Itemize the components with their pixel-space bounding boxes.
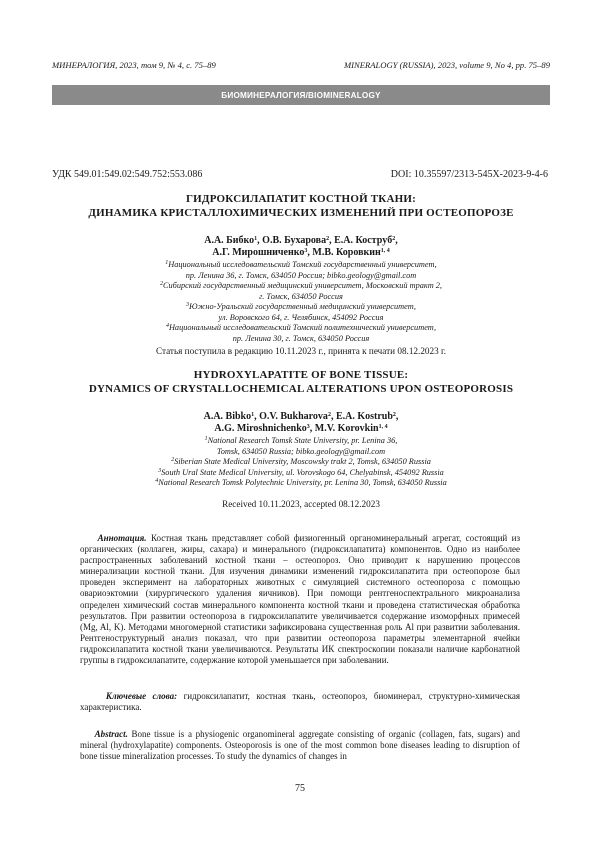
author-sup: 1 (254, 236, 257, 242)
en-abstract-text: Bone tissue is a physiogenic organomineral aggregate consisting of organic (collagen, fats, sugars) and mineral (hydroxylapatite) components. Osteoporosis is one of the most common bone diseases leading to disruption of bone tissue mineralization processes. To study the dynamics of changes in (80, 729, 520, 761)
affiliation (52, 468, 550, 479)
ru-abstract-text: Костная ткань представляет собой физиогенный органоминеральный агрегат, состоящий из органических (коллаген, жиры, сахара) и минерального (гидроксилапатита) компонентов. Одно из наиболее распространенных заболеваний костной ткани – остеопороз. Оно приводит к нарушению процессов минерализации костной ткани. Для изучения динамики изменений гидроксилапатита при остеопорозе был проведен эксперимент на лабораторных животных с симуляцией системного остеопороза с помощью овариоэктомии (хирургического удаления яичников). При помощи рентгеноспектрального микроанализа определен химический состав минерального компонента костной ткани и проведена статистическая обработка результатов. При развитии остеопороза в гидроксилапатите увеличивается содержание изоморфных примесей (Mg, Al, K). Методами многомерной статистики зафиксирована существенная роль Al при развитии заболевания. Рентгеноструктурный анализ показал, что при развитии остеопороза параметры элементарной ячейки гидроксилапатита костной ткани увеличиваются. Результаты ИК спектроскопии показали наличие карбонатной группы в гидроксилапатите, содержание которой уменьшается при заболевании. (80, 533, 520, 665)
affiliation-line: Tomsk, 634050 Russia; bibko.geology@gmail.com (52, 447, 550, 458)
author-sup: 2 (326, 236, 329, 242)
affiliation-line: г. Томск, 634050 Россия (52, 292, 550, 303)
affiliation-sup: 4 (155, 478, 158, 484)
author-name: О.В. Бухарова (262, 235, 326, 246)
section-band-label: БИОМИНЕРАЛОГИЯ/BIOMINERALOGY (221, 91, 380, 100)
affiliation-sup: 3 (186, 302, 189, 308)
en-abstract (80, 729, 520, 762)
running-header-right: MINERALOGY (RUSSIA), 2023, volume 9, No 4, pp. 75–89 (344, 60, 550, 70)
en-abstract-label: Abstract. (95, 729, 128, 739)
affiliation-line: пр. Ленина 30, г. Томск, 634050 Россия (52, 334, 550, 345)
author-name: А.Г. Мирошниченко (212, 247, 304, 258)
affiliation (52, 457, 550, 468)
ru-authors: А.А. Бибко1, О.В. Бухарова2, Е.А. Кострyб2, А.Г. Мирошниченко3, М.В. Коровкин1, 4 (52, 235, 550, 259)
ru-title-line: ДИНАМИКА КРИСТАЛЛОХИМИЧЕСКИХ ИЗМЕНЕНИЙ ПРИ ОСТЕОПОРОЗЕ (52, 207, 550, 221)
author-name: E.A. Kostrub (336, 411, 393, 422)
ru-keywords-text: гидроксилапатит, костная ткань, остеопороз, биоминерал, структурно-химическая характеристика. (80, 691, 520, 712)
author-name: O.V. Bukharova (259, 411, 328, 422)
en-title-line: HYDROXYLAPATITE OF BONE TISSUE: (52, 369, 550, 383)
ru-affiliations (52, 260, 550, 344)
affiliation-sup: 2 (160, 281, 163, 287)
affiliation-sup: 2 (171, 457, 174, 463)
author-sup: 1, 4 (381, 248, 390, 254)
affiliation-sup: 4 (166, 323, 169, 329)
affiliation-line: Национальный исследовательский Томский политехнический университет, (169, 323, 436, 332)
page-number: 75 (0, 783, 600, 794)
affiliation-sup: 3 (158, 468, 161, 474)
ru-keywords-label: Ключевые слова: (106, 691, 177, 701)
affiliation (52, 478, 550, 489)
author-name: A.A. Bibko (204, 411, 252, 422)
author-name: Е.А. Кострyб (334, 235, 392, 246)
affiliation-line: Siberian State Medical University, Moscowsky trakt 2, Tomsk, 634050 Russia (174, 457, 431, 466)
author-name: M.V. Korovkin (315, 423, 379, 434)
affiliation (52, 281, 550, 292)
author-sup: 1, 4 (379, 424, 388, 430)
affiliation-line: South Ural State Medical University, ul. Vorovskogo 64, Chelyabinsk, 454092 Russia (161, 468, 444, 477)
ru-title (52, 193, 550, 220)
author-sup: 2 (392, 236, 395, 242)
en-received: Received 10.11.2023, accepted 08.12.2023 (52, 499, 550, 509)
author-sup: 3 (304, 248, 307, 254)
section-band (52, 85, 550, 105)
en-authors: A.A. Bibko1, O.V. Bukharova2, E.A. Kostrub2, A.G. Miroshnichenko3, M.V. Korovkin1, 4 (52, 411, 550, 435)
affiliation (52, 436, 550, 447)
doi: DOI: 10.35597/2313-545X-2023-9-4-6 (391, 169, 548, 180)
affiliation-line: Южно-Уральский государственный медицинский университет, (189, 302, 416, 311)
affiliation (52, 323, 550, 334)
affiliation (52, 260, 550, 271)
affiliation-sup: 1 (165, 260, 168, 266)
running-header-left: МИНЕРАЛОГИЯ, 2023, том 9, № 4, с. 75–89 (52, 60, 216, 70)
author-sup: 1 (251, 412, 254, 418)
author-sup: 2 (328, 412, 331, 418)
author-name: М.В. Коровкин (312, 247, 380, 258)
affiliation-line: Сибирский государственный медицинский университет, Московский тракт 2, (163, 281, 442, 290)
affiliation-line: National Research Tomsk State University, pr. Lenina 36, (208, 436, 398, 445)
ru-abstract (80, 533, 520, 666)
affiliation (52, 302, 550, 313)
author-name: A.G. Miroshnichenko (214, 423, 306, 434)
en-title (52, 369, 550, 396)
affiliation-line: ул. Воровского 64, г. Челябинск, 454092 Россия (52, 313, 550, 324)
ru-keywords (80, 691, 520, 713)
author-name: А.А. Бибко (204, 235, 254, 246)
author-sup: 2 (393, 412, 396, 418)
affiliation-line: Национальный исследовательский Томский государственный университет, (168, 260, 436, 269)
udk-code: УДК 549.01:549.02:549.752:553.086 (52, 169, 202, 180)
ru-title-line: ГИДРОКСИЛАПАТИТ КОСТНОЙ ТКАНИ: (52, 193, 550, 207)
ru-abstract-label: Аннотация. (98, 533, 147, 543)
affiliation-line: пр. Ленина 36, г. Томск, 634050 Россия; bibko.geology@gmail.com (52, 271, 550, 282)
affiliation-line: National Research Tomsk Polytechnic University, pr. Lenina 30, Tomsk, 634050 Russia (158, 478, 447, 487)
en-title-line: DYNAMICS OF CRYSTALLOCHEMICAL ALTERATIONS UPON OSTEOPOROSIS (52, 383, 550, 397)
author-sup: 3 (307, 424, 310, 430)
ru-received: Статья поступила в редакцию 10.11.2023 г., принята к печати 08.12.2023 г. (52, 346, 550, 356)
affiliation-sup: 1 (205, 436, 208, 442)
en-affiliations (52, 436, 550, 489)
